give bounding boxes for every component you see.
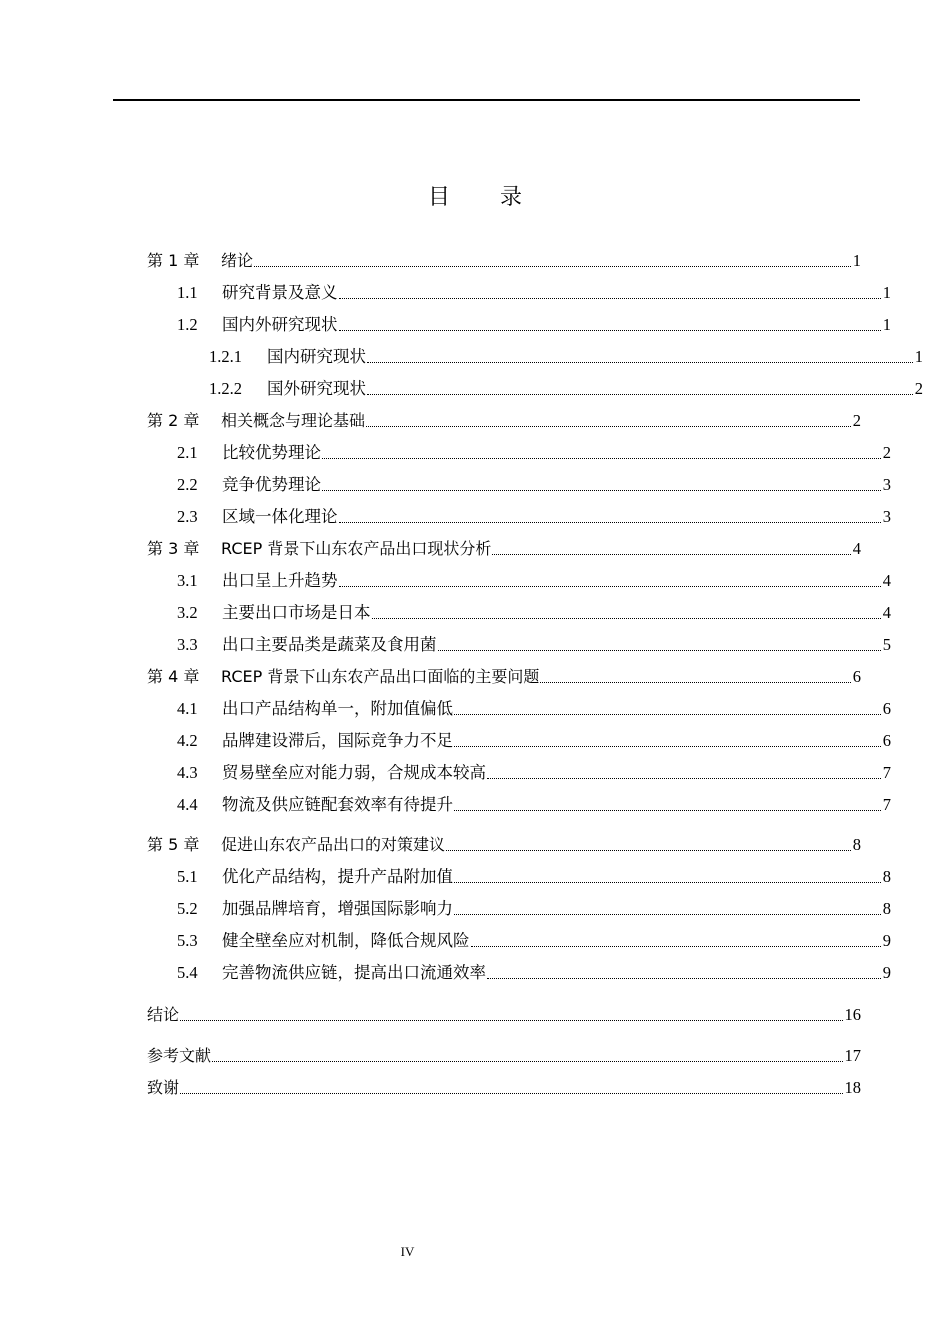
toc-entry-title: 国外研究现状 bbox=[267, 379, 366, 398]
toc-entry-number: 3.2 bbox=[177, 603, 198, 622]
toc-entry[interactable] bbox=[147, 281, 891, 305]
toc-entry-number: 1.2 bbox=[177, 315, 198, 334]
toc-entry[interactable] bbox=[147, 345, 923, 369]
header-rule bbox=[113, 99, 860, 101]
toc-entry[interactable] bbox=[147, 729, 891, 753]
toc-entry[interactable] bbox=[147, 633, 891, 657]
toc-entry-number: 3.3 bbox=[177, 635, 198, 654]
toc-entry-page: 7 bbox=[882, 763, 891, 782]
toc-entry-page: 8 bbox=[882, 867, 891, 886]
toc-entry-page: 2 bbox=[882, 443, 891, 462]
toc-entry[interactable] bbox=[147, 929, 891, 953]
toc-entry-page: 3 bbox=[882, 507, 891, 526]
dot-leader bbox=[322, 490, 881, 491]
toc-entry-title: 主要出口市场是日本 bbox=[222, 603, 371, 622]
toc-entry-number: 第 3 章 bbox=[147, 539, 200, 558]
toc-entry-number: 5.2 bbox=[177, 899, 198, 918]
toc-entry-title: RCEP 背景下山东农产品出口面临的主要问题 bbox=[221, 667, 540, 686]
dot-leader bbox=[339, 330, 881, 331]
toc-entry-title: 加强品牌培育，增强国际影响力 bbox=[222, 899, 453, 918]
dot-leader bbox=[180, 1020, 842, 1021]
toc-entry-title: RCEP 背景下山东农产品出口现状分析 bbox=[221, 539, 492, 558]
toc-entry-title: 出口主要品类是蔬菜及食用菌 bbox=[222, 635, 437, 654]
toc-entry-page: 16 bbox=[844, 1005, 861, 1024]
toc-title-char-1: 目 bbox=[427, 185, 450, 210]
toc-entry-number: 1.1 bbox=[177, 283, 198, 302]
toc-entry[interactable] bbox=[147, 537, 861, 561]
dot-leader bbox=[366, 426, 851, 427]
dot-leader bbox=[212, 1061, 842, 1062]
dot-leader bbox=[446, 850, 851, 851]
dot-leader bbox=[471, 946, 881, 947]
toc-entry-page: 9 bbox=[882, 931, 891, 950]
toc-entry-title: 出口呈上升趋势 bbox=[222, 571, 338, 590]
toc-entry-page: 6 bbox=[882, 699, 891, 718]
toc-entry[interactable] bbox=[147, 665, 861, 689]
toc-entry-title: 出口产品结构单一，附加值偏低 bbox=[222, 699, 453, 718]
toc-entry[interactable] bbox=[147, 569, 891, 593]
dot-leader bbox=[367, 362, 913, 363]
toc-entry-title: 促进山东农产品出口的对策建议 bbox=[221, 835, 446, 854]
toc-entry-title: 参考文献 bbox=[147, 1046, 212, 1065]
toc-entry-number: 5.4 bbox=[177, 963, 198, 982]
toc-entry[interactable] bbox=[147, 761, 891, 785]
toc-entry-number: 2.2 bbox=[177, 475, 198, 494]
toc-entry-number: 1.2.1 bbox=[209, 347, 242, 366]
toc-entry-number: 第 4 章 bbox=[147, 667, 200, 686]
toc-entry-number: 5.1 bbox=[177, 867, 198, 886]
toc-entry-page: 18 bbox=[844, 1078, 861, 1097]
toc-entry-page: 1 bbox=[852, 251, 861, 270]
dot-leader bbox=[454, 914, 881, 915]
toc-entry[interactable] bbox=[147, 473, 891, 497]
dot-leader bbox=[322, 458, 881, 459]
toc-entry-page: 1 bbox=[882, 315, 891, 334]
toc-entry-number: 2.1 bbox=[177, 443, 198, 462]
toc-entry-number: 1.2.2 bbox=[209, 379, 242, 398]
toc-entry[interactable] bbox=[147, 1044, 861, 1068]
toc-entry-page: 7 bbox=[882, 795, 891, 814]
toc-entry-page: 2 bbox=[852, 411, 861, 430]
toc-entry-title: 国内外研究现状 bbox=[222, 315, 338, 334]
toc-entry[interactable] bbox=[147, 793, 891, 817]
toc-entry-title: 竞争优势理论 bbox=[222, 475, 321, 494]
toc-entry-title: 相关概念与理论基础 bbox=[221, 411, 366, 430]
toc-entry[interactable] bbox=[147, 1003, 861, 1027]
toc-entry-page: 9 bbox=[882, 963, 891, 982]
toc-entry-number: 2.3 bbox=[177, 507, 198, 526]
dot-leader bbox=[180, 1093, 842, 1094]
toc-entry-page: 8 bbox=[882, 899, 891, 918]
dot-leader bbox=[339, 522, 881, 523]
toc-entry-title: 绪论 bbox=[221, 251, 254, 270]
toc-entry-title: 结论 bbox=[147, 1005, 180, 1024]
dot-leader bbox=[454, 714, 881, 715]
toc-entry[interactable] bbox=[147, 505, 891, 529]
toc-entry-title: 物流及供应链配套效率有待提升 bbox=[222, 795, 453, 814]
toc-entry-page: 5 bbox=[882, 635, 891, 654]
dot-leader bbox=[367, 394, 913, 395]
toc-entry[interactable] bbox=[147, 249, 861, 273]
toc-entry-number: 第 1 章 bbox=[147, 251, 200, 270]
toc-entry-title: 致谢 bbox=[147, 1078, 180, 1097]
toc-entry[interactable] bbox=[147, 1076, 861, 1100]
toc-entry[interactable] bbox=[147, 313, 891, 337]
toc-entry-title: 完善物流供应链，提高出口流通效率 bbox=[222, 963, 486, 982]
dot-leader bbox=[254, 266, 851, 267]
toc-title-char-2: 录 bbox=[500, 185, 523, 210]
toc-entry-number: 第 2 章 bbox=[147, 411, 200, 430]
toc-entry-title: 品牌建设滞后，国际竞争力不足 bbox=[222, 731, 453, 750]
dot-leader bbox=[454, 810, 881, 811]
toc-entry[interactable] bbox=[147, 865, 891, 889]
toc-entry-page: 4 bbox=[882, 603, 891, 622]
toc-title bbox=[0, 180, 950, 211]
toc-entry-title: 比较优势理论 bbox=[222, 443, 321, 462]
toc-entry-page: 4 bbox=[852, 539, 861, 558]
toc-entry[interactable] bbox=[147, 897, 891, 921]
toc-entry-number: 4.4 bbox=[177, 795, 198, 814]
toc-entry-page: 4 bbox=[882, 571, 891, 590]
toc-entry-page: 2 bbox=[914, 379, 923, 398]
page-number-footer: IV bbox=[400, 1244, 415, 1259]
toc-entry-title: 区域一体化理论 bbox=[222, 507, 338, 526]
toc-entry-page: 6 bbox=[852, 667, 861, 686]
toc-entry[interactable] bbox=[147, 961, 891, 985]
dot-leader bbox=[492, 554, 850, 555]
toc-entry-number: 3.1 bbox=[177, 571, 198, 590]
toc-entry-page: 6 bbox=[882, 731, 891, 750]
toc-entry-page: 17 bbox=[844, 1046, 861, 1065]
toc-entry-number: 4.3 bbox=[177, 763, 198, 782]
toc-entry-page: 1 bbox=[882, 283, 891, 302]
toc-entry[interactable] bbox=[147, 697, 891, 721]
dot-leader bbox=[487, 778, 881, 779]
toc-entry-title: 优化产品结构，提升产品附加值 bbox=[222, 867, 453, 886]
dot-leader bbox=[339, 586, 881, 587]
toc-entry-page: 3 bbox=[882, 475, 891, 494]
toc-entry-number: 4.2 bbox=[177, 731, 198, 750]
toc-entry[interactable] bbox=[147, 441, 891, 465]
toc-entry-page: 1 bbox=[914, 347, 923, 366]
dot-leader bbox=[454, 746, 881, 747]
toc-entry-title: 研究背景及意义 bbox=[222, 283, 338, 302]
toc-entry[interactable] bbox=[147, 409, 861, 433]
dot-leader bbox=[438, 650, 881, 651]
toc-entry-title: 贸易壁垒应对能力弱，合规成本较高 bbox=[222, 763, 486, 782]
dot-leader bbox=[487, 978, 881, 979]
dot-leader bbox=[454, 882, 881, 883]
dot-leader bbox=[339, 298, 881, 299]
toc-entry[interactable] bbox=[147, 833, 861, 857]
toc-entry[interactable] bbox=[147, 377, 923, 401]
toc-entry[interactable] bbox=[147, 601, 891, 625]
toc-entry-page: 8 bbox=[852, 835, 861, 854]
toc-entry-title: 健全壁垒应对机制，降低合规风险 bbox=[222, 931, 470, 950]
dot-leader bbox=[540, 682, 850, 683]
toc-entry-number: 第 5 章 bbox=[147, 835, 200, 854]
toc-entry-title: 国内研究现状 bbox=[267, 347, 366, 366]
dot-leader bbox=[372, 618, 881, 619]
toc-entry-number: 5.3 bbox=[177, 931, 198, 950]
toc-entry-number: 4.1 bbox=[177, 699, 198, 718]
